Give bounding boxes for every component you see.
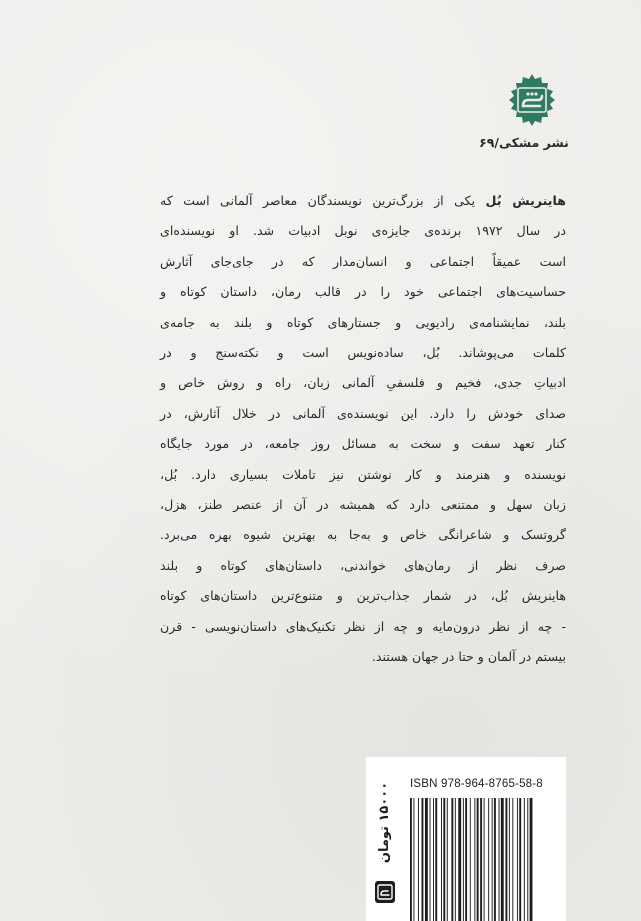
barcode-bar	[455, 798, 456, 921]
price-text: ۱۵۰۰۰ تومان	[377, 781, 393, 863]
barcode-bar	[441, 798, 442, 921]
synopsis-line	[160, 581, 566, 611]
nashr-cheshmeh-logo-icon	[504, 72, 560, 128]
barcode-bar	[435, 798, 437, 921]
synopsis-line	[160, 247, 566, 277]
synopsis-line-text: کلمات می‌پوشاند. بُل، ساده‌نویس است و نکته‌سنج و در	[160, 345, 566, 361]
barcode-bar	[488, 798, 489, 921]
synopsis-line-text: زبان سهل و ممتنعی دارد که همیشه در آن از عنصر طنز، هزل،	[160, 497, 566, 513]
synopsis-line-text: گروتسک و شاعرانگی خاص و به‌جا به بهترین شیوه بهره می‌برد.	[160, 527, 566, 543]
barcode-bar	[530, 798, 533, 921]
barcode-bar	[501, 798, 504, 921]
barcode-bar	[410, 798, 412, 921]
synopsis-text	[160, 186, 566, 673]
synopsis-line	[160, 490, 566, 520]
synopsis-line-text: کنار تعهد سفت و سخت به مسائل روز جامعه، در مورد جایگاه	[160, 436, 566, 452]
synopsis-line-text: نویسنده و هنرمند و کار نوشتن نیز تاملات بسیاری دارد. بُل،	[160, 466, 566, 482]
barcode-bar	[505, 798, 507, 921]
barcode-bar	[494, 798, 496, 921]
barcode-bar	[451, 798, 453, 921]
synopsis-line	[160, 429, 566, 459]
synopsis-line	[160, 460, 566, 490]
barcode-bar	[418, 798, 419, 921]
barcode-bar	[413, 798, 414, 921]
synopsis-line-text: بلند، نمایشنامه‌ی رادیویی و جستارهای کوتاه و بلند به جامه‌ی	[160, 314, 566, 330]
synopsis-line-text: هاینریش بُل، در شمار جذاب‌ترین و متنوع‌ترین داستان‌های کوتاه	[160, 588, 566, 604]
barcode-bar	[519, 798, 521, 921]
barcode-bar	[470, 798, 471, 921]
synopsis-line-text: یکی از بزرگ‌ترین نویسندگان معاصر آلمانی است که	[160, 193, 486, 208]
synopsis-line	[160, 308, 566, 338]
synopsis-line	[160, 186, 566, 216]
series-number: نشر مشکی/۶۹	[479, 135, 569, 150]
barcode-bar	[480, 798, 482, 921]
barcode-bar	[465, 798, 467, 921]
author-name: هاینریش بُل	[485, 193, 566, 208]
synopsis-line	[160, 642, 566, 672]
synopsis-line	[160, 612, 566, 642]
synopsis-line-text: صرف نظر از رمان‌های خواندنی، داستان‌های کوتاه و بلند	[160, 557, 566, 573]
barcode-bar	[463, 798, 464, 921]
imprint-label	[474, 135, 574, 150]
synopsis-line	[160, 277, 566, 307]
isbn-number: ISBN 978-964-8765-58-8	[410, 778, 543, 790]
nashr-cheshmeh-small-logo-icon	[374, 880, 396, 904]
barcode-bar	[477, 798, 479, 921]
synopsis-line	[160, 551, 566, 581]
synopsis-line	[160, 368, 566, 398]
synopsis-paragraph	[160, 186, 566, 673]
synopsis-line	[160, 520, 566, 550]
barcode-bar	[499, 798, 500, 921]
barcode-bar	[512, 798, 513, 921]
barcode-bar	[484, 798, 485, 921]
synopsis-line	[160, 338, 566, 368]
barcode-bar	[517, 798, 518, 921]
barcode-bar	[509, 798, 510, 921]
synopsis-line-text: بیستم در آلمان و حتا در جهان هستند.	[371, 649, 566, 665]
synopsis-line-text: حساسیت‌های اجتماعی خود را در قالب رمان، داستان کوتاه و	[160, 284, 566, 300]
synopsis-line	[160, 216, 566, 246]
synopsis-line-text: است عمیقاً اجتماعی و انسان‌مدار که در جای‌جای آثارش	[160, 253, 566, 269]
barcode-bar	[422, 798, 424, 921]
barcode-bar	[474, 798, 475, 921]
barcode-bar	[433, 798, 434, 921]
barcode-bar	[447, 798, 448, 921]
barcode-icon	[408, 798, 566, 921]
barcode-bar	[430, 798, 431, 921]
barcode-bar	[458, 798, 461, 921]
barcode-bar	[524, 798, 525, 921]
synopsis-line-text: - چه از نظر درون‌مایه و چه از نظر تکنیک‌های داستان‌نویسی - قرن	[160, 618, 566, 634]
barcode-bar	[425, 798, 428, 921]
barcode-bar	[527, 798, 528, 921]
barcode-bar	[492, 798, 493, 921]
synopsis-line	[160, 399, 566, 429]
barcode-bar	[443, 798, 445, 921]
price-label	[366, 766, 404, 878]
synopsis-line-text: ادبیاتِ جدی، فخیم و فلسفیِ آلمانی زبان، راه و روش خاص و	[160, 375, 566, 391]
synopsis-line-text: در سال ۱۹۷۲ برنده‌ی جایزه‌ی نوبل ادبیات شد. او نویسنده‌ای	[160, 223, 566, 239]
synopsis-line-text: صدای خودش را دارد. این نویسنده‌ی آلمانی در خلال آثارش، در	[160, 405, 566, 421]
